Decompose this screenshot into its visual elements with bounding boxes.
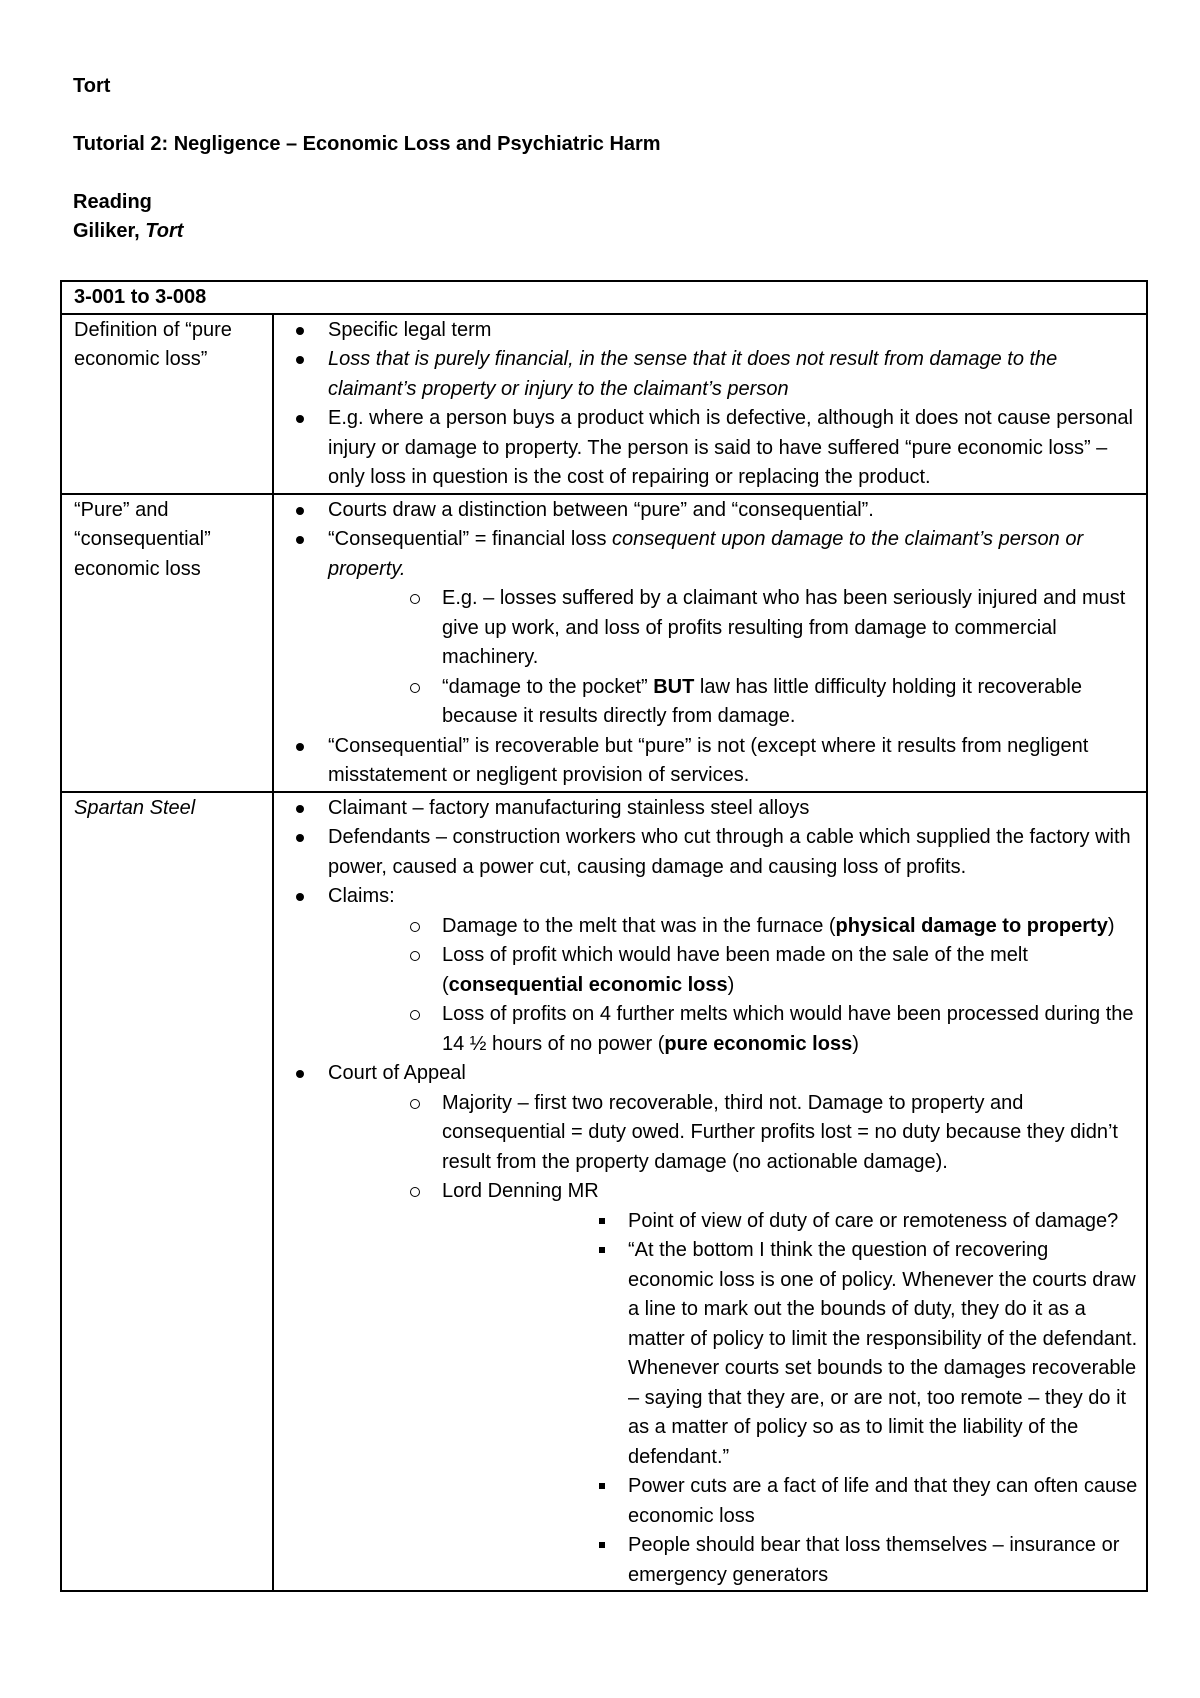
- sub-sub-list-item: People should bear that loss themselves – insurance or emergency generators: [442, 1531, 1138, 1590]
- document-header: [73, 72, 1153, 246]
- reading-book: Tort: [145, 220, 184, 242]
- list-item: Court of Appeal Majority – first two recoverable, third not. Damage to property and consequential = duty owed. Further profits lost = no duty because they didn’t result from the property damage (no actionable damage). Lord Denning MR Point of view of duty of care or remoteness of damage? “At the bottom I think the question of recovering economic loss is one of policy. Whenever the courts draw a line to mark out the bounds of duty, they do it as a matter of policy to limit the responsibility of the defendant. Whenever courts set bounds to the damages recoverable – saying that they are, or are not, too remote – they do it as a matter of policy so as to limit the liability of the defendant.” Power cuts are a fact of life and that they can often cause economic loss People should bear that loss themselves – insurance or emergency generators: [286, 1059, 1138, 1590]
- row-label: Definition of “pure economic loss”: [61, 314, 273, 494]
- row-content: [273, 494, 1147, 792]
- sub-list-item: Lord Denning MR Point of view of duty of care or remoteness of damage? “At the bottom I think the question of recovering economic loss is one of policy. Whenever the courts draw a line to mark out the bounds of duty, they do it as a matter of policy to limit the responsibility of the defendant. Whenever courts set bounds to the damages recoverable – saying that they are, or are not, too remote – they do it as a matter of policy so as to limit the liability of the defendant.” Power cuts are a fact of life and that they can often cause economic loss People should bear that loss themselves – insurance or emergency generators: [328, 1177, 1138, 1590]
- reading-author: Giliker,: [73, 220, 146, 242]
- list-item: Claimant – factory manufacturing stainless steel alloys: [286, 794, 1138, 824]
- section-row: [61, 281, 1147, 314]
- sub-list-item: “damage to the pocket” BUT law has little difficulty holding it recoverable because it results directly from damage.: [328, 673, 1138, 732]
- list-item: “Consequential” is recoverable but “pure” is not (except where it results from negligent misstatement or negligent provision of services.: [286, 732, 1138, 791]
- sub-list-item: Damage to the melt that was in the furnace (physical damage to property): [328, 912, 1138, 942]
- row-label: “Pure” and “consequential” economic loss: [61, 494, 273, 792]
- list-item: Loss that is purely financial, in the sense that it does not result from damage to the claimant’s property or injury to the claimant’s person: [286, 345, 1138, 404]
- section-heading: 3-001 to 3-008: [61, 281, 1147, 314]
- table-row: [61, 314, 1147, 494]
- reading-reference: [73, 217, 1153, 246]
- sub-sub-list-item: Point of view of duty of care or remoteness of damage?: [442, 1207, 1138, 1237]
- table-row: [61, 792, 1147, 1592]
- table-row: [61, 494, 1147, 792]
- tutorial-heading: Tutorial 2: Negligence – Economic Loss and Psychiatric Harm: [73, 133, 661, 155]
- sub-list-item: Loss of profits on 4 further melts which would have been processed during the 14 ½ hours of no power (pure economic loss): [328, 1000, 1138, 1059]
- list-item: Courts draw a distinction between “pure” and “consequential”.: [286, 496, 1138, 526]
- row-label: Spartan Steel: [61, 792, 273, 1592]
- sub-list-item: Loss of profit which would have been made on the sale of the melt (consequential economic loss): [328, 941, 1138, 1000]
- list-item: “Consequential” = financial loss consequent upon damage to the claimant’s person or property. E.g. – losses suffered by a claimant who has been seriously injured and must give up work, and loss of profits resulting from damage to commercial machinery. “damage to the pocket” BUT law has little difficulty holding it recoverable because it results directly from damage.: [286, 525, 1138, 732]
- row-content: [273, 792, 1147, 1592]
- document-title: Tort: [73, 75, 111, 97]
- list-item: E.g. where a person buys a product which is defective, although it does not cause personal injury or damage to property. The person is said to have suffered “pure economic loss” – only loss in question is the cost of repairing or replacing the product.: [286, 404, 1138, 493]
- row-content: [273, 314, 1147, 494]
- sub-sub-list-item: Power cuts are a fact of life and that they can often cause economic loss: [442, 1472, 1138, 1531]
- list-item: Specific legal term: [286, 316, 1138, 346]
- list-item: Claims: Damage to the melt that was in the furnace (physical damage to property) Loss of profit which would have been made on the sale of the melt (consequential economic loss) Loss of profits on 4 further melts which would have been processed during the 14 ½ hours of no power (pure economic loss): [286, 882, 1138, 1059]
- list-item: Defendants – construction workers who cut through a cable which supplied the factory with power, caused a power cut, causing damage and causing loss of profits.: [286, 823, 1138, 882]
- sub-list-item: E.g. – losses suffered by a claimant who has been seriously injured and must give up work, and loss of profits resulting from damage to commercial machinery.: [328, 584, 1138, 673]
- sub-list-item: Majority – first two recoverable, third not. Damage to property and consequential = duty owed. Further profits lost = no duty because they didn’t result from the property damage (no actionable damage).: [328, 1089, 1138, 1178]
- sub-sub-list-item: “At the bottom I think the question of recovering economic loss is one of policy. Whenever the courts draw a line to mark out the bounds of duty, they do it as a matter of policy to limit the responsibility of the defendant. Whenever courts set bounds to the damages recoverable – saying that they are, or are not, too remote – they do it as a matter of policy so as to limit the liability of the defendant.”: [442, 1236, 1138, 1472]
- notes-table: [60, 280, 1148, 1592]
- reading-heading: Reading: [73, 191, 152, 213]
